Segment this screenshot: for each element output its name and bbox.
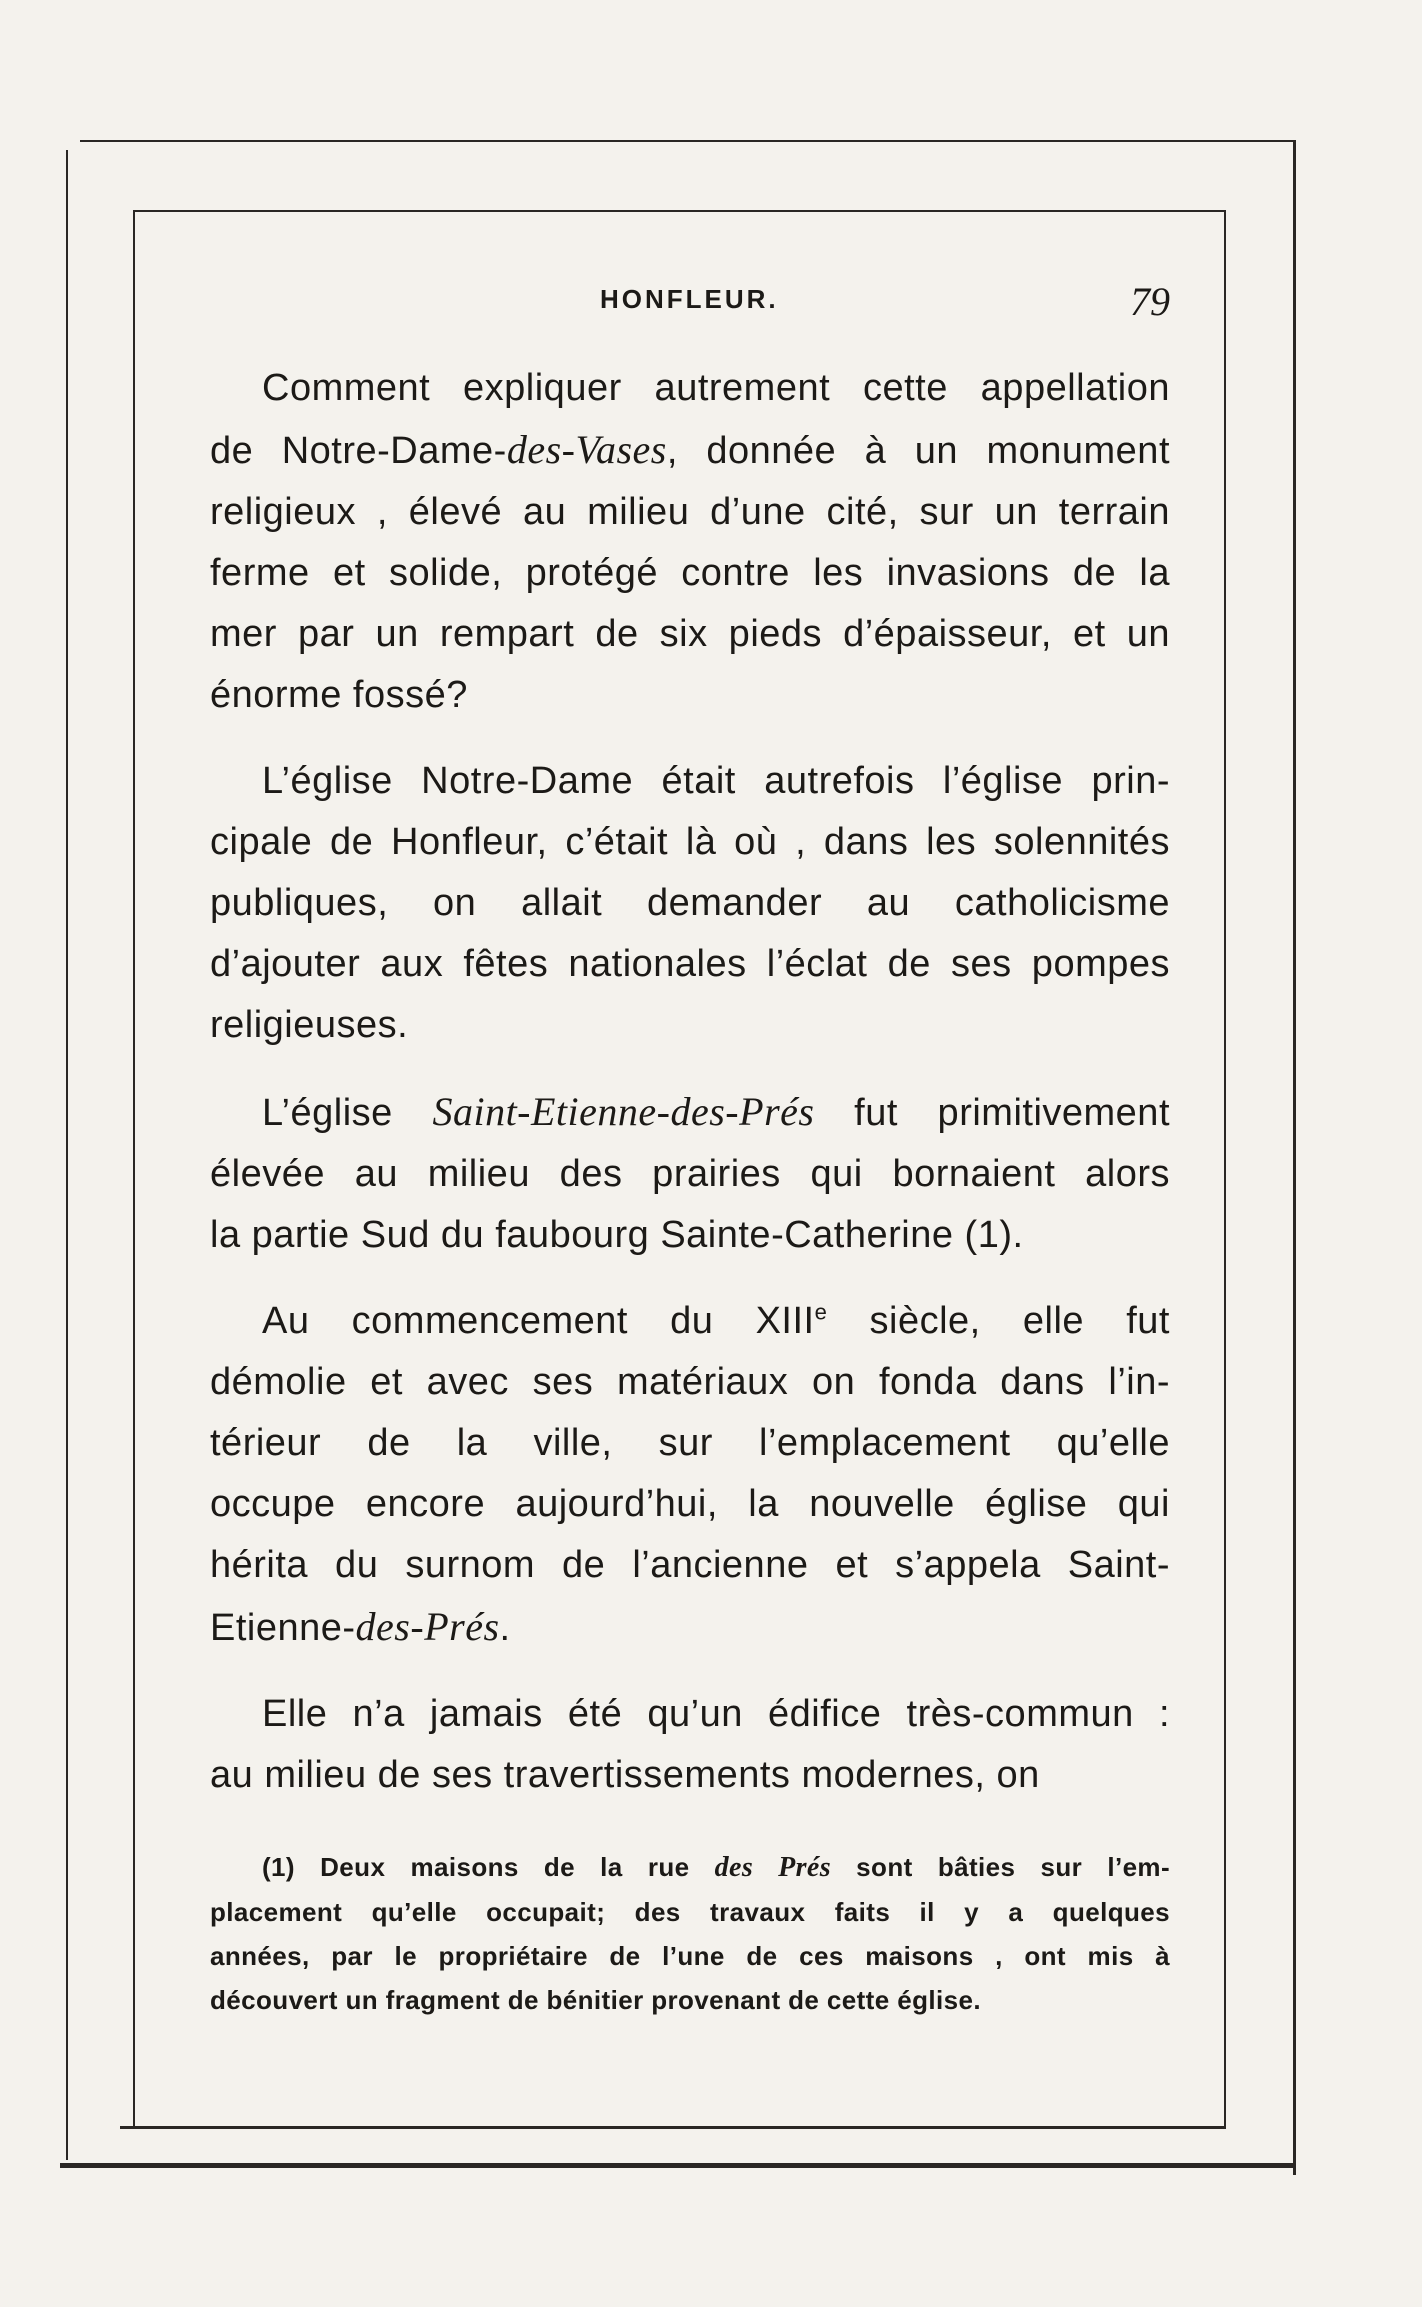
text-span: e — [814, 1299, 828, 1325]
text-span: Comment expliquer autrement cette appellation — [262, 367, 1170, 409]
frame-line — [1293, 140, 1296, 2175]
text-span: Au commencement du XIII — [262, 1300, 815, 1342]
text-line — [210, 873, 1170, 934]
text-line — [210, 1890, 1170, 1934]
body-text — [210, 358, 1170, 1831]
text-line — [210, 1205, 1170, 1266]
text-span: des-Vases — [506, 427, 667, 472]
text-span: énorme fossé? — [210, 674, 468, 716]
text-span: térieur de la ville, sur l’emplacement qu’elle — [210, 1422, 1170, 1464]
text-span: placement qu’elle occupait; des travaux faits il y a quelques — [210, 1897, 1170, 1927]
text-span: publiques, on allait demander au catholicisme — [210, 882, 1170, 924]
frame-line — [60, 2163, 1296, 2168]
paragraph — [210, 1684, 1170, 1806]
paragraph — [210, 751, 1170, 1056]
running-title: HONFLEUR. — [600, 284, 779, 314]
text-line — [210, 1291, 1170, 1352]
paragraph — [210, 1081, 1170, 1266]
frame-line — [133, 210, 135, 2128]
text-span: (1) Deux maisons de la rue — [262, 1852, 715, 1882]
text-span: occupe encore aujourd’hui, la nouvelle église qui — [210, 1483, 1170, 1525]
text-span: fut primitivement — [814, 1092, 1170, 1134]
text-span: . — [499, 1607, 511, 1649]
text-line — [210, 1144, 1170, 1205]
text-span: siècle, elle fut — [827, 1300, 1170, 1342]
text-span: Saint-Etienne-des-Prés — [432, 1089, 815, 1134]
text-span: sont bâties sur l’em- — [831, 1852, 1171, 1882]
text-span: L’église — [262, 1092, 433, 1134]
text-span: la partie Sud du faubourg Sainte-Catherine (1). — [210, 1214, 1024, 1256]
text-line — [210, 358, 1170, 419]
text-span: religieux , élevé au milieu d’une cité, sur un terrain — [210, 491, 1170, 533]
text-line — [210, 1413, 1170, 1474]
text-span: des-Prés — [355, 1604, 500, 1649]
text-line — [210, 1535, 1170, 1596]
page-number: 79 — [1130, 279, 1170, 324]
text-line — [210, 1978, 1170, 2022]
text-span: démolie et avec ses matériaux on fonda dans l’in- — [210, 1361, 1170, 1403]
text-span: Etienne- — [210, 1607, 356, 1649]
text-line — [210, 665, 1170, 726]
frame-line — [1224, 210, 1226, 2128]
text-span: élevée au milieu des prairies qui bornaient alors — [210, 1153, 1170, 1195]
text-line — [210, 1684, 1170, 1745]
text-span: L’église Notre-Dame était autrefois l’église prin- — [262, 760, 1170, 802]
text-line — [210, 419, 1170, 482]
text-span: d’ajouter aux fêtes nationales l’éclat de ses pompes — [210, 943, 1170, 985]
text-span: découvert un fragment de bénitier provenant de cette église. — [210, 1985, 981, 2015]
text-span: Elle n’a jamais été qu’un édifice très-commun : — [262, 1693, 1170, 1735]
text-span: hérita du surnom de l’ancienne et s’appela Saint- — [210, 1544, 1170, 1586]
text-line — [210, 751, 1170, 812]
text-span: années, par le propriétaire de l’une de ces maisons , ont mis à — [210, 1941, 1170, 1971]
text-span: cipale de Honfleur, c’était là où , dans les solennités — [210, 821, 1170, 863]
text-line — [210, 1745, 1170, 1806]
text-line — [210, 934, 1170, 995]
text-span: au milieu de ses travertissements modernes, on — [210, 1754, 1040, 1796]
text-line — [210, 543, 1170, 604]
text-span: religieuses. — [210, 1004, 409, 1046]
text-line — [210, 1845, 1170, 1890]
frame-line — [66, 150, 68, 2160]
footnote — [210, 1845, 1170, 2022]
text-line — [210, 1596, 1170, 1659]
frame-line — [120, 2126, 1226, 2129]
text-line — [210, 1474, 1170, 1535]
page-header — [210, 278, 1170, 328]
text-line — [210, 604, 1170, 665]
text-span: ferme et solide, protégé contre les invasions de la — [210, 552, 1170, 594]
text-span: , donnée à un monument — [666, 430, 1170, 472]
text-line — [210, 995, 1170, 1056]
frame-line — [133, 210, 1225, 212]
text-line — [210, 1934, 1170, 1978]
text-line — [210, 482, 1170, 543]
paragraph — [210, 1291, 1170, 1659]
text-span: mer par un rempart de six pieds d’épaisseur, et un — [210, 613, 1170, 655]
text-span: des Prés — [714, 1852, 832, 1883]
frame-line — [80, 140, 1295, 142]
text-line — [210, 1352, 1170, 1413]
text-line — [210, 1081, 1170, 1144]
text-line — [210, 812, 1170, 873]
text-span: de Notre-Dame- — [210, 430, 507, 472]
paragraph — [210, 358, 1170, 726]
